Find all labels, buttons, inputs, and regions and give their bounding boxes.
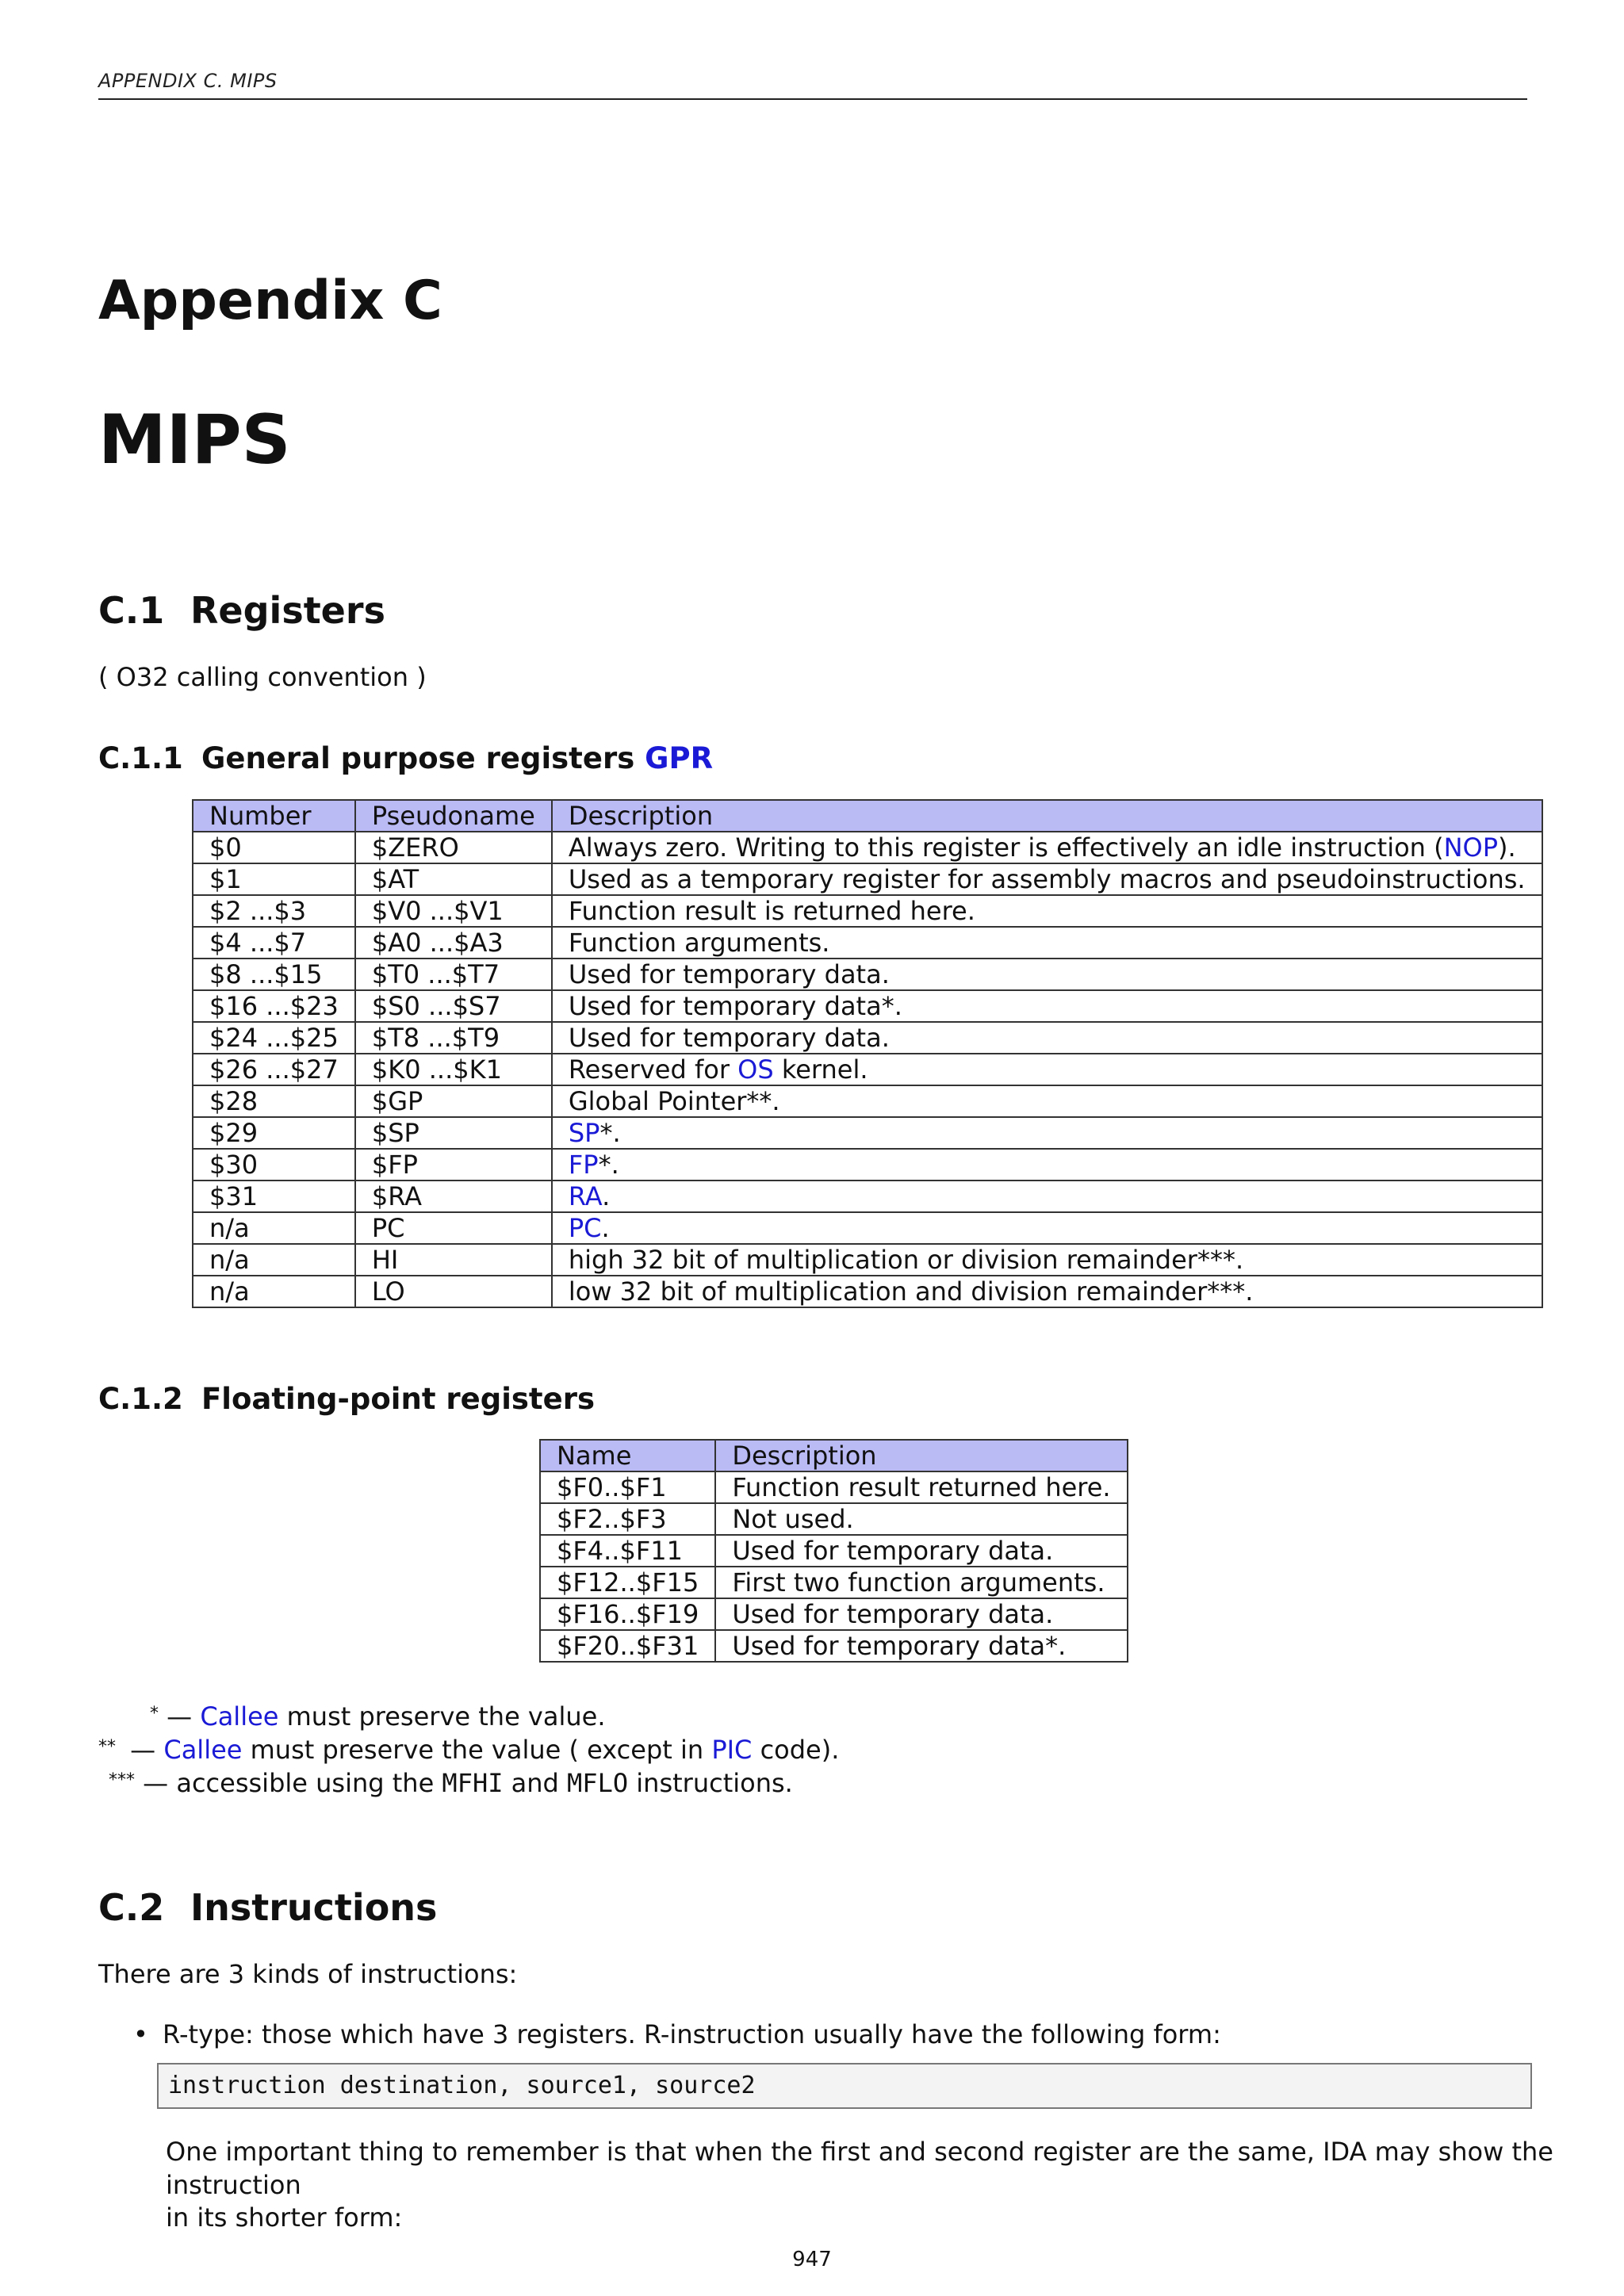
register-description <box>552 1117 1542 1149</box>
register-pseudoname: $RA <box>355 1181 552 1212</box>
register-description <box>552 1149 1542 1181</box>
description-link[interactable]: FP <box>568 1150 599 1180</box>
page-number: 947 <box>792 2248 832 2271</box>
table-row <box>540 1535 1128 1567</box>
column-header-pseudoname: Pseudoname <box>355 800 552 832</box>
footnote-dash: — <box>130 1735 156 1765</box>
register-description <box>552 1022 1542 1054</box>
register-description <box>552 895 1542 927</box>
subsection-heading-c12 <box>98 1384 595 1414</box>
subsection-title: General purpose registers <box>201 741 635 775</box>
description-link[interactable]: OS <box>737 1054 774 1085</box>
register-description <box>552 927 1542 959</box>
footnote-dash: — <box>143 1768 169 1798</box>
running-head: APPENDIX C. MIPS <box>98 70 278 92</box>
column-header-description: Description <box>715 1440 1127 1471</box>
fp-register-description: Used for temporary data. <box>715 1598 1127 1630</box>
register-pseudoname: $T8 ...$T9 <box>355 1022 552 1054</box>
footnote-text: code). <box>752 1735 840 1765</box>
description-text: Always zero. Writing to this register is effectively an idle instruction ( <box>568 832 1444 863</box>
column-header-description: Description <box>552 800 1542 832</box>
description-text: . <box>602 1181 611 1211</box>
register-description <box>552 1085 1542 1117</box>
table-row <box>540 1598 1128 1630</box>
register-pseudoname: $K0 ...$K1 <box>355 1054 552 1085</box>
table-row <box>193 1149 1542 1181</box>
chapter-title: MIPS <box>98 400 291 480</box>
table-row <box>193 1054 1542 1085</box>
bullet-item-rtype <box>133 2019 1529 2052</box>
footnote-2 <box>98 1734 1526 1767</box>
footnote-text: accessible using the <box>176 1768 442 1798</box>
table-row <box>193 1117 1542 1149</box>
subsection-number: C.1.1 <box>98 741 183 775</box>
footnote-marker: * <box>150 1704 159 1724</box>
paragraph-line: One important thing to remember is that when the first and second register are the same, IDA may show the instruction <box>166 2137 1553 2200</box>
table-row <box>193 895 1542 927</box>
description-text: *. <box>599 1118 621 1148</box>
description-text: Reserved for <box>568 1054 738 1085</box>
column-header-name: Name <box>540 1440 715 1471</box>
table-row <box>193 959 1542 990</box>
fp-register-name: $F12..$F15 <box>540 1567 715 1598</box>
fp-register-description: First two function arguments. <box>715 1567 1127 1598</box>
register-number: $1 <box>193 863 355 895</box>
fp-register-description: Used for temporary data. <box>715 1535 1127 1567</box>
register-pseudoname: $FP <box>355 1149 552 1181</box>
footnote-3 <box>98 1767 1526 1800</box>
section-heading-c1 <box>98 589 385 632</box>
register-pseudoname: PC <box>355 1212 552 1244</box>
table-row <box>540 1503 1128 1535</box>
fp-register-description: Not used. <box>715 1503 1127 1535</box>
register-pseudoname: LO <box>355 1276 552 1307</box>
register-pseudoname: $SP <box>355 1117 552 1149</box>
section-title: Registers <box>190 589 385 632</box>
description-text: Global Pointer**. <box>568 1086 780 1116</box>
register-pseudoname: $ZERO <box>355 832 552 863</box>
instructions-intro: There are 3 kinds of instructions: <box>98 1959 518 1989</box>
subsection-number: C.1.2 <box>98 1382 183 1416</box>
fp-register-name: $F2..$F3 <box>540 1503 715 1535</box>
fp-register-name: $F16..$F19 <box>540 1598 715 1630</box>
subsection-heading-c11 <box>98 741 714 775</box>
footnote-marker: *** <box>109 1770 135 1790</box>
description-text: high 32 bit of multiplication or division remainder***. <box>568 1245 1244 1275</box>
footnote-marker: ** <box>98 1737 116 1757</box>
register-number: $2 ...$3 <box>193 895 355 927</box>
pic-link[interactable]: PIC <box>711 1735 753 1765</box>
register-number: $30 <box>193 1149 355 1181</box>
column-header-number: Number <box>193 800 355 832</box>
register-number: $31 <box>193 1181 355 1212</box>
description-text: Used as a temporary register for assembly macros and pseudoinstructions. <box>568 864 1526 894</box>
description-text: *. <box>598 1150 619 1180</box>
callee-link[interactable]: Callee <box>200 1701 279 1732</box>
table-row <box>193 863 1542 895</box>
register-description <box>552 959 1542 990</box>
description-text: kernel. <box>773 1054 868 1085</box>
register-description <box>552 1181 1542 1212</box>
header-rule <box>98 98 1527 100</box>
table-row <box>193 1212 1542 1244</box>
register-pseudoname: HI <box>355 1244 552 1276</box>
description-link[interactable]: PC <box>568 1213 602 1243</box>
register-description <box>552 1276 1542 1307</box>
register-description <box>552 832 1542 863</box>
gpr-link[interactable]: GPR <box>645 741 714 775</box>
register-number: $29 <box>193 1117 355 1149</box>
description-text: Function arguments. <box>568 928 830 958</box>
subsection-title: Floating-point registers <box>201 1382 595 1416</box>
fp-register-name: $F20..$F31 <box>540 1630 715 1662</box>
register-number: $28 <box>193 1085 355 1117</box>
register-description <box>552 1212 1542 1244</box>
bullet-marker: • <box>133 2019 148 2049</box>
description-link[interactable]: NOP <box>1443 832 1499 863</box>
footnote-1 <box>98 1701 1446 1734</box>
bullet-text: R-type: those which have 3 registers. R-instruction usually have the following form: <box>163 2019 1221 2049</box>
section-title: Instructions <box>190 1886 438 1929</box>
description-text: . <box>601 1213 610 1243</box>
fp-register-description: Used for temporary data*. <box>715 1630 1127 1662</box>
calling-convention-note: ( O32 calling convention ) <box>98 662 427 692</box>
table-row <box>193 1181 1542 1212</box>
register-pseudoname: $GP <box>355 1085 552 1117</box>
fp-register-name: $F0..$F1 <box>540 1471 715 1503</box>
register-number: n/a <box>193 1212 355 1244</box>
footnote-dash: — <box>167 1701 193 1732</box>
register-pseudoname: $AT <box>355 863 552 895</box>
register-pseudoname: $V0 ...$V1 <box>355 895 552 927</box>
section-number: C.1 <box>98 589 165 632</box>
fpr-table <box>539 1439 1128 1663</box>
description-text: ). <box>1498 832 1516 863</box>
register-pseudoname: $S0 ...$S7 <box>355 990 552 1022</box>
table-row <box>193 1085 1542 1117</box>
table-row <box>193 990 1542 1022</box>
register-number: $26 ...$27 <box>193 1054 355 1085</box>
table-row <box>540 1630 1128 1662</box>
table-header-row <box>540 1440 1128 1471</box>
table-row <box>540 1567 1128 1598</box>
table-row <box>193 1022 1542 1054</box>
table-row <box>193 1244 1542 1276</box>
description-link[interactable]: RA <box>568 1181 603 1211</box>
chapter-label: Appendix C <box>98 270 442 332</box>
description-text: Function result is returned here. <box>568 896 975 926</box>
table-row <box>193 1276 1542 1307</box>
register-description <box>552 863 1542 895</box>
description-link[interactable]: SP <box>568 1118 600 1148</box>
fp-register-name: $F4..$F11 <box>540 1535 715 1567</box>
gpr-table <box>192 799 1543 1308</box>
code-mflo: MFLO <box>567 1768 629 1798</box>
table-header-row <box>193 800 1542 832</box>
fp-register-description: Function result returned here. <box>715 1471 1127 1503</box>
table-row <box>540 1471 1128 1503</box>
table-row <box>193 832 1542 863</box>
register-description <box>552 990 1542 1022</box>
register-number: $0 <box>193 832 355 863</box>
register-number: n/a <box>193 1244 355 1276</box>
code-mfhi: MFHI <box>442 1768 504 1798</box>
description-text: Used for temporary data*. <box>568 991 902 1021</box>
description-text: Used for temporary data. <box>568 1023 890 1053</box>
register-description <box>552 1054 1542 1085</box>
callee-link[interactable]: Callee <box>163 1735 243 1765</box>
register-number: $16 ...$23 <box>193 990 355 1022</box>
register-pseudoname: $T0 ...$T7 <box>355 959 552 990</box>
register-pseudoname: $A0 ...$A3 <box>355 927 552 959</box>
register-number: $8 ...$15 <box>193 959 355 990</box>
paragraph-shorter-form <box>166 2136 1561 2235</box>
register-number: n/a <box>193 1276 355 1307</box>
code-block: instruction destination, source1, source2 <box>157 2063 1532 2109</box>
section-heading-c2 <box>98 1886 438 1929</box>
paragraph-line: in its shorter form: <box>166 2202 403 2233</box>
footnote-text: must preserve the value ( except in <box>242 1735 712 1765</box>
description-text: Used for temporary data. <box>568 959 890 989</box>
register-number: $24 ...$25 <box>193 1022 355 1054</box>
footnote-text: and <box>503 1768 568 1798</box>
footnote-text: instructions. <box>628 1768 793 1798</box>
register-number: $4 ...$7 <box>193 927 355 959</box>
footnote-text: must preserve the value. <box>278 1701 606 1732</box>
description-text: low 32 bit of multiplication and division remainder***. <box>568 1276 1254 1307</box>
section-number: C.2 <box>98 1886 165 1929</box>
table-row <box>193 927 1542 959</box>
register-description <box>552 1244 1542 1276</box>
